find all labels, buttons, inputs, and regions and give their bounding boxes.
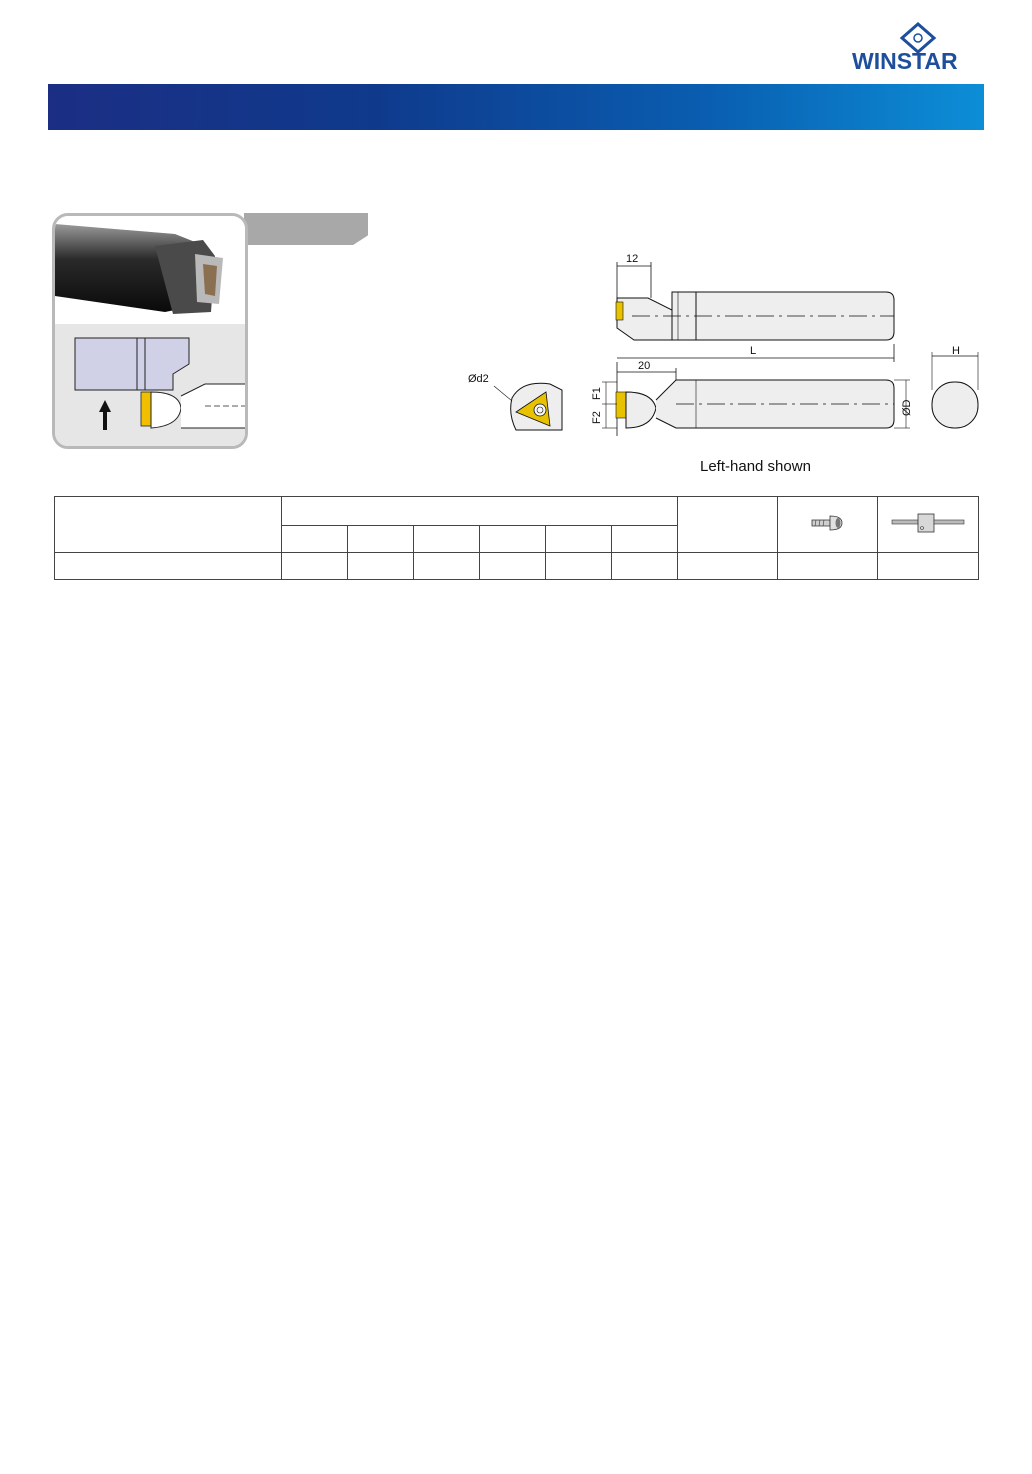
table-cell: [778, 553, 878, 580]
table-cell: [878, 553, 979, 580]
header-dimensions-group: [282, 497, 678, 526]
brand-name: WINSTAR: [852, 48, 958, 74]
table-cell: [612, 553, 678, 580]
header-sub-5: [546, 526, 612, 553]
table-cell: [678, 553, 778, 580]
dim-D-label: ØD: [901, 399, 913, 416]
specification-table: [54, 496, 979, 580]
photo-label-tab: [244, 213, 368, 245]
table-cell: [282, 553, 348, 580]
side-view: [616, 362, 894, 436]
technical-drawing: [454, 240, 994, 460]
insert-detail: [468, 373, 562, 430]
dim-20-label: 20: [638, 360, 651, 372]
header-sub-3: [414, 526, 480, 553]
table-cell: [546, 553, 612, 580]
dim-F1-label: F1: [591, 387, 603, 400]
table-row: [55, 553, 979, 580]
top-view: [616, 253, 894, 340]
table-cell: [55, 553, 282, 580]
drawing-caption: Left-hand shown: [700, 458, 811, 475]
header-insert: [678, 497, 778, 553]
header-sub-6: [612, 526, 678, 553]
header-sub-1: [282, 526, 348, 553]
header-wrench: [878, 497, 979, 553]
dim-L-label: L: [750, 345, 757, 357]
wrench-icon: [888, 512, 968, 534]
winstar-logo: [848, 22, 988, 72]
table-cell: [480, 553, 546, 580]
header-designation: [55, 497, 282, 553]
header-sub-4: [480, 526, 546, 553]
dim-F2-label: F2: [591, 411, 603, 424]
header-screw: [778, 497, 878, 553]
boring-bar-photo: [55, 216, 248, 449]
table-cell: [414, 553, 480, 580]
product-photo-frame: [52, 213, 248, 449]
header-sub-2: [348, 526, 414, 553]
dim-H-label: H: [952, 345, 960, 357]
screw-icon: [808, 512, 848, 534]
dim-12-label: 12: [626, 253, 639, 265]
end-view: [932, 345, 978, 428]
header-banner: [48, 84, 984, 130]
table-cell: [348, 553, 414, 580]
dim-d2-label: Ød2: [468, 373, 489, 385]
